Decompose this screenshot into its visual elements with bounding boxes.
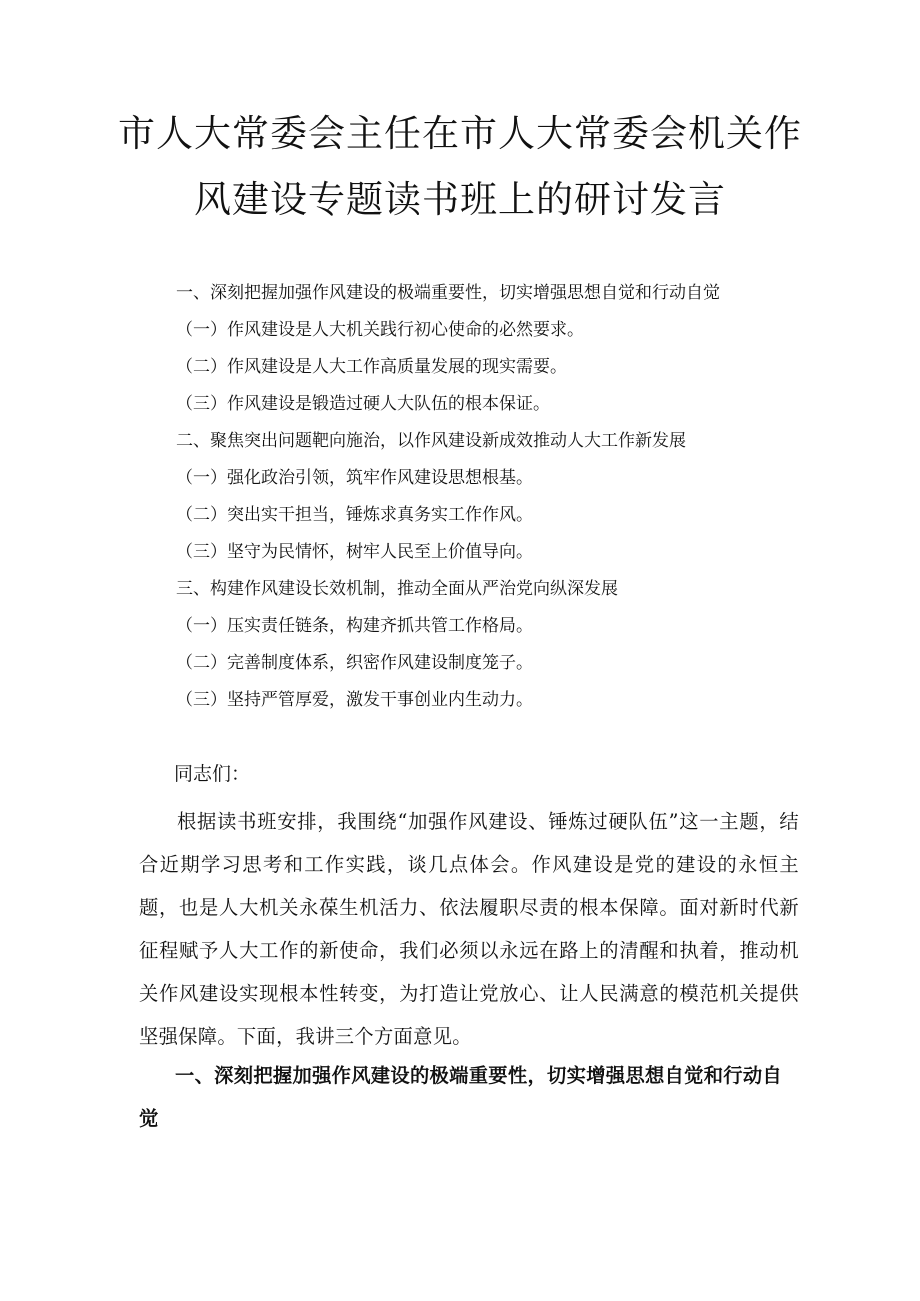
outline-item: 二、聚焦突出问题靶向施治，以作风建设新成效推动人大工作新发展	[176, 431, 686, 451]
outline-item: 三、构建作风建设长效机制，推动全面从严治党向纵深发展	[176, 579, 618, 599]
outline-item: 一、深刻把握加强作风建设的极端重要性，切实增强思想自觉和行动自觉	[176, 283, 720, 303]
outline-item: （三）坚持严管厚爱，激发干事创业内生动力。	[176, 690, 533, 710]
section-heading: 一、深刻把握加强作风建设的极端重要性，切实增强思想自觉和行动自觉	[139, 1064, 783, 1130]
body-paragraph: 根据读书班安排，我围绕“加强作风建设、锤炼过硬队伍”这一主题，结合近期学习思考和工作实践，谈几点体会。作风建设是党的建设的永恒主题，也是人大机关永葆生机活力、依法履职尽责的根本保障。面对新时代新征程赋予人大工作的新使命，我们必须以永远在路上的清醒和执着，推动机关作风建设实现根本性转变，为打造让党放心、让人民满意的模范机关提供坚强保障。下面，我讲三个方面意见。	[139, 810, 799, 1048]
salutation: 同志们：	[174, 763, 251, 785]
document-title-line-2: 风建设专题读书班上的研讨发言	[194, 178, 726, 221]
outline-item: （三）作风建设是锻造过硬人大队伍的根本保证。	[176, 394, 550, 414]
document-title-line-1: 市人大常委会主任在市人大常委会机关作	[118, 112, 802, 155]
outline-item: （二）完善制度体系，织密作风建设制度笼子。	[176, 653, 533, 673]
outline-item: （一）压实责任链条，构建齐抓共管工作格局。	[176, 616, 533, 636]
outline-item: （一）强化政治引领，筑牢作风建设思想根基。	[176, 468, 533, 488]
outline-item: （二）突出实干担当，锤炼求真务实工作作风。	[176, 505, 533, 525]
outline-item: （三）坚守为民情怀，树牢人民至上价值导向。	[176, 542, 533, 562]
outline-item: （一）作风建设是人大机关践行初心使命的必然要求。	[176, 320, 584, 340]
outline-item: （二）作风建设是人大工作高质量发展的现实需要。	[176, 357, 567, 377]
